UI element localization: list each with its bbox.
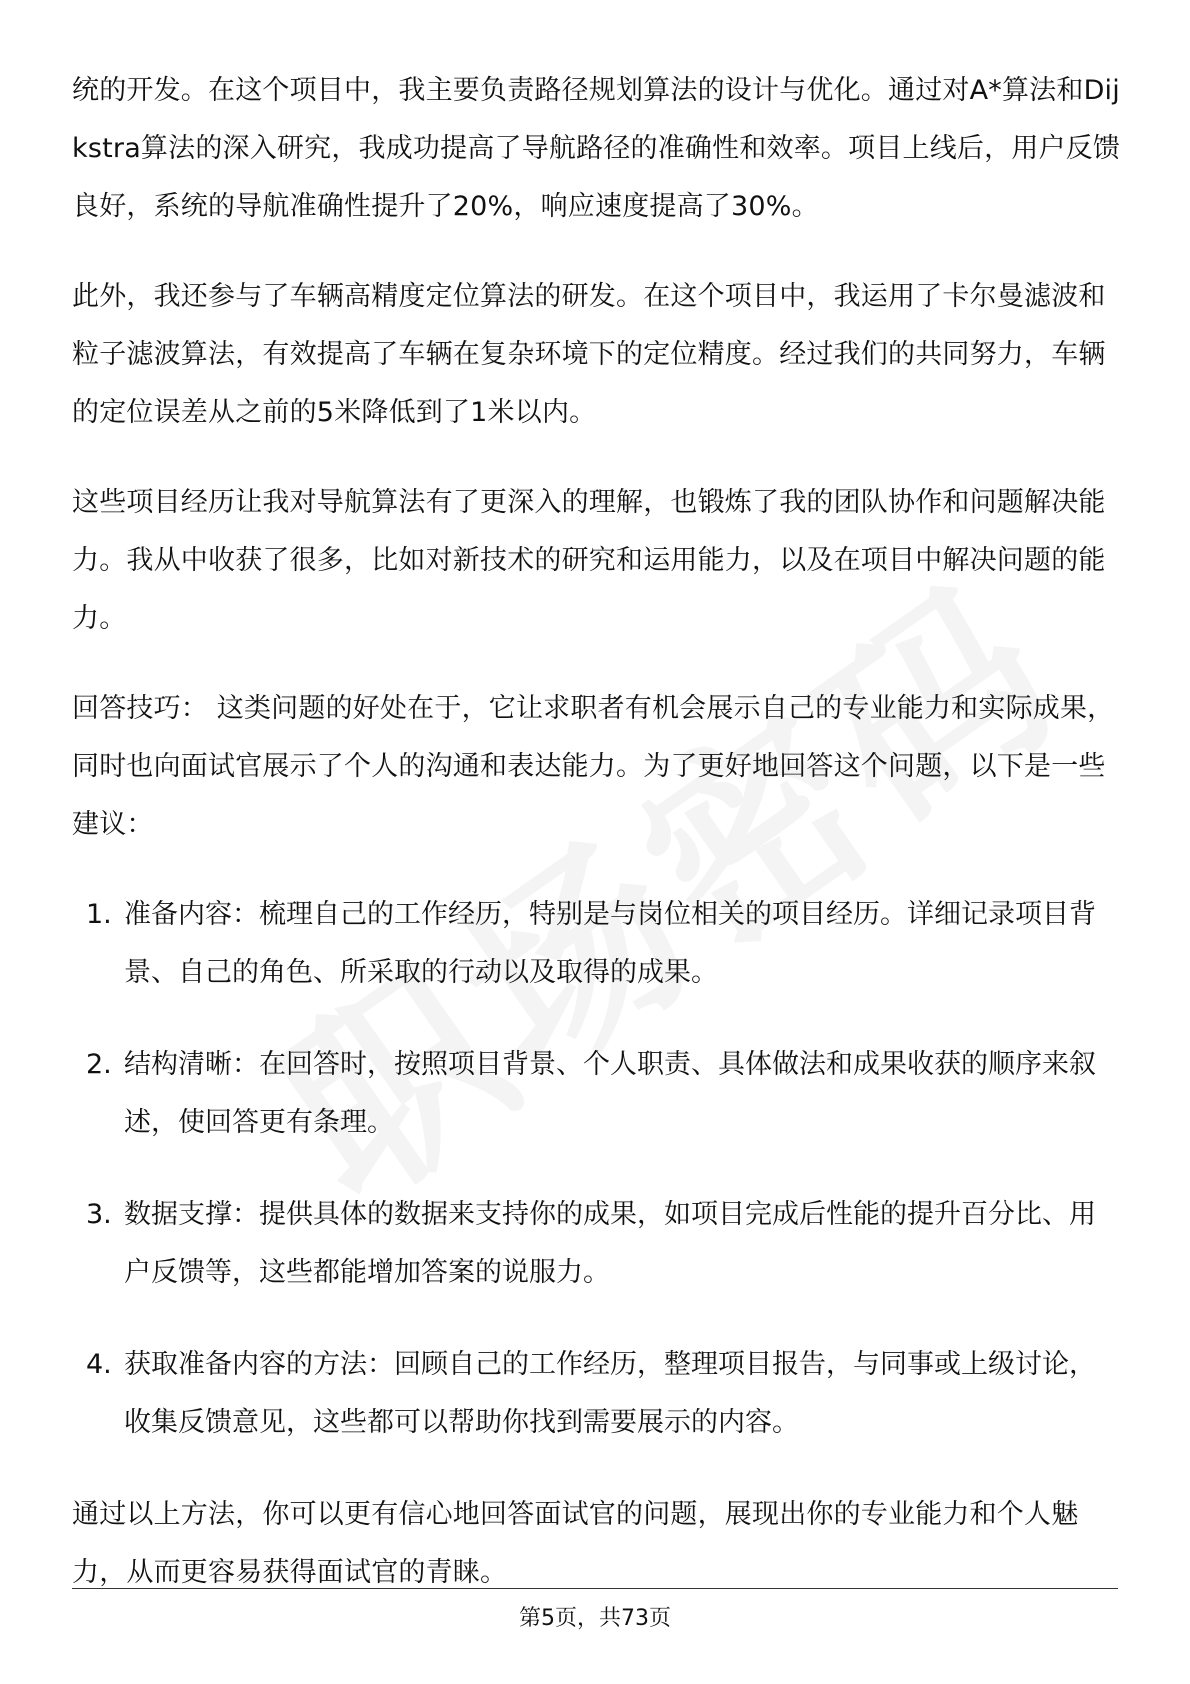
list-item	[72, 1186, 1122, 1302]
tips-intro-paragraph: 回答技巧： 这类问题的好处在于，它让求职者有机会展示自己的专业能力和实际成果，同时也向面试官展示了个人的沟通和表达能力。为了更好地回答这个问题，以下是一些建议：	[72, 693, 1115, 840]
footer-divider	[72, 1588, 1118, 1589]
paragraph-1: 统的开发。在这个项目中，我主要负责路径规划算法的设计与优化。通过对A*算法和Dijkstra算法的深入研究，我成功提高了导航路径的准确性和效率。项目上线后，用户反馈良好，系统的导航准确性提升了20%，响应速度提高了30%。	[72, 75, 1121, 222]
list-item-text: 准备内容：梳理自己的工作经历，特别是与岗位相关的项目经历。详细记录项目背景、自己的角色、所采取的行动以及取得的成果。	[124, 899, 1096, 988]
page-number: 第5页，共73页	[519, 1606, 671, 1631]
list-item-text: 结构清晰：在回答时，按照项目背景、个人职责、具体做法和成果收获的顺序来叙述，使回答更有条理。	[124, 1049, 1096, 1138]
list-item-number: 3.	[86, 1199, 112, 1230]
list-item-number: 4.	[86, 1349, 112, 1380]
page-content	[72, 62, 1122, 1634]
closing-paragraph: 通过以上方法，你可以更有信心地回答面试官的问题，展现出你的专业能力和个人魅力，从而更容易获得面试官的青睐。	[72, 1499, 1079, 1588]
paragraph-2: 此外，我还参与了车辆高精度定位算法的研发。在这个项目中，我运用了卡尔曼滤波和粒子滤波算法，有效提高了车辆在复杂环境下的定位精度。经过我们的共同努力，车辆的定位误差从之前的5米降低到了1米以内。	[72, 281, 1106, 428]
tips-list	[72, 886, 1122, 1452]
list-item-number: 1.	[86, 899, 112, 930]
list-item	[72, 1036, 1122, 1152]
list-item-number: 2.	[86, 1049, 112, 1080]
list-item	[72, 886, 1122, 1002]
list-item	[72, 1336, 1122, 1452]
list-item-text: 获取准备内容的方法：回顾自己的工作经历，整理项目报告，与同事或上级讨论，收集反馈意见，这些都可以帮助你找到需要展示的内容。	[124, 1349, 1096, 1438]
paragraph-3: 这些项目经历让我对导航算法有了更深入的理解，也锻炼了我的团队协作和问题解决能力。我从中收获了很多，比如对新技术的研究和运用能力，以及在项目中解决问题的能力。	[72, 487, 1106, 634]
list-item-text: 数据支撑：提供具体的数据来支持你的成果，如项目完成后性能的提升百分比、用户反馈等，这些都能增加答案的说服力。	[124, 1199, 1096, 1288]
